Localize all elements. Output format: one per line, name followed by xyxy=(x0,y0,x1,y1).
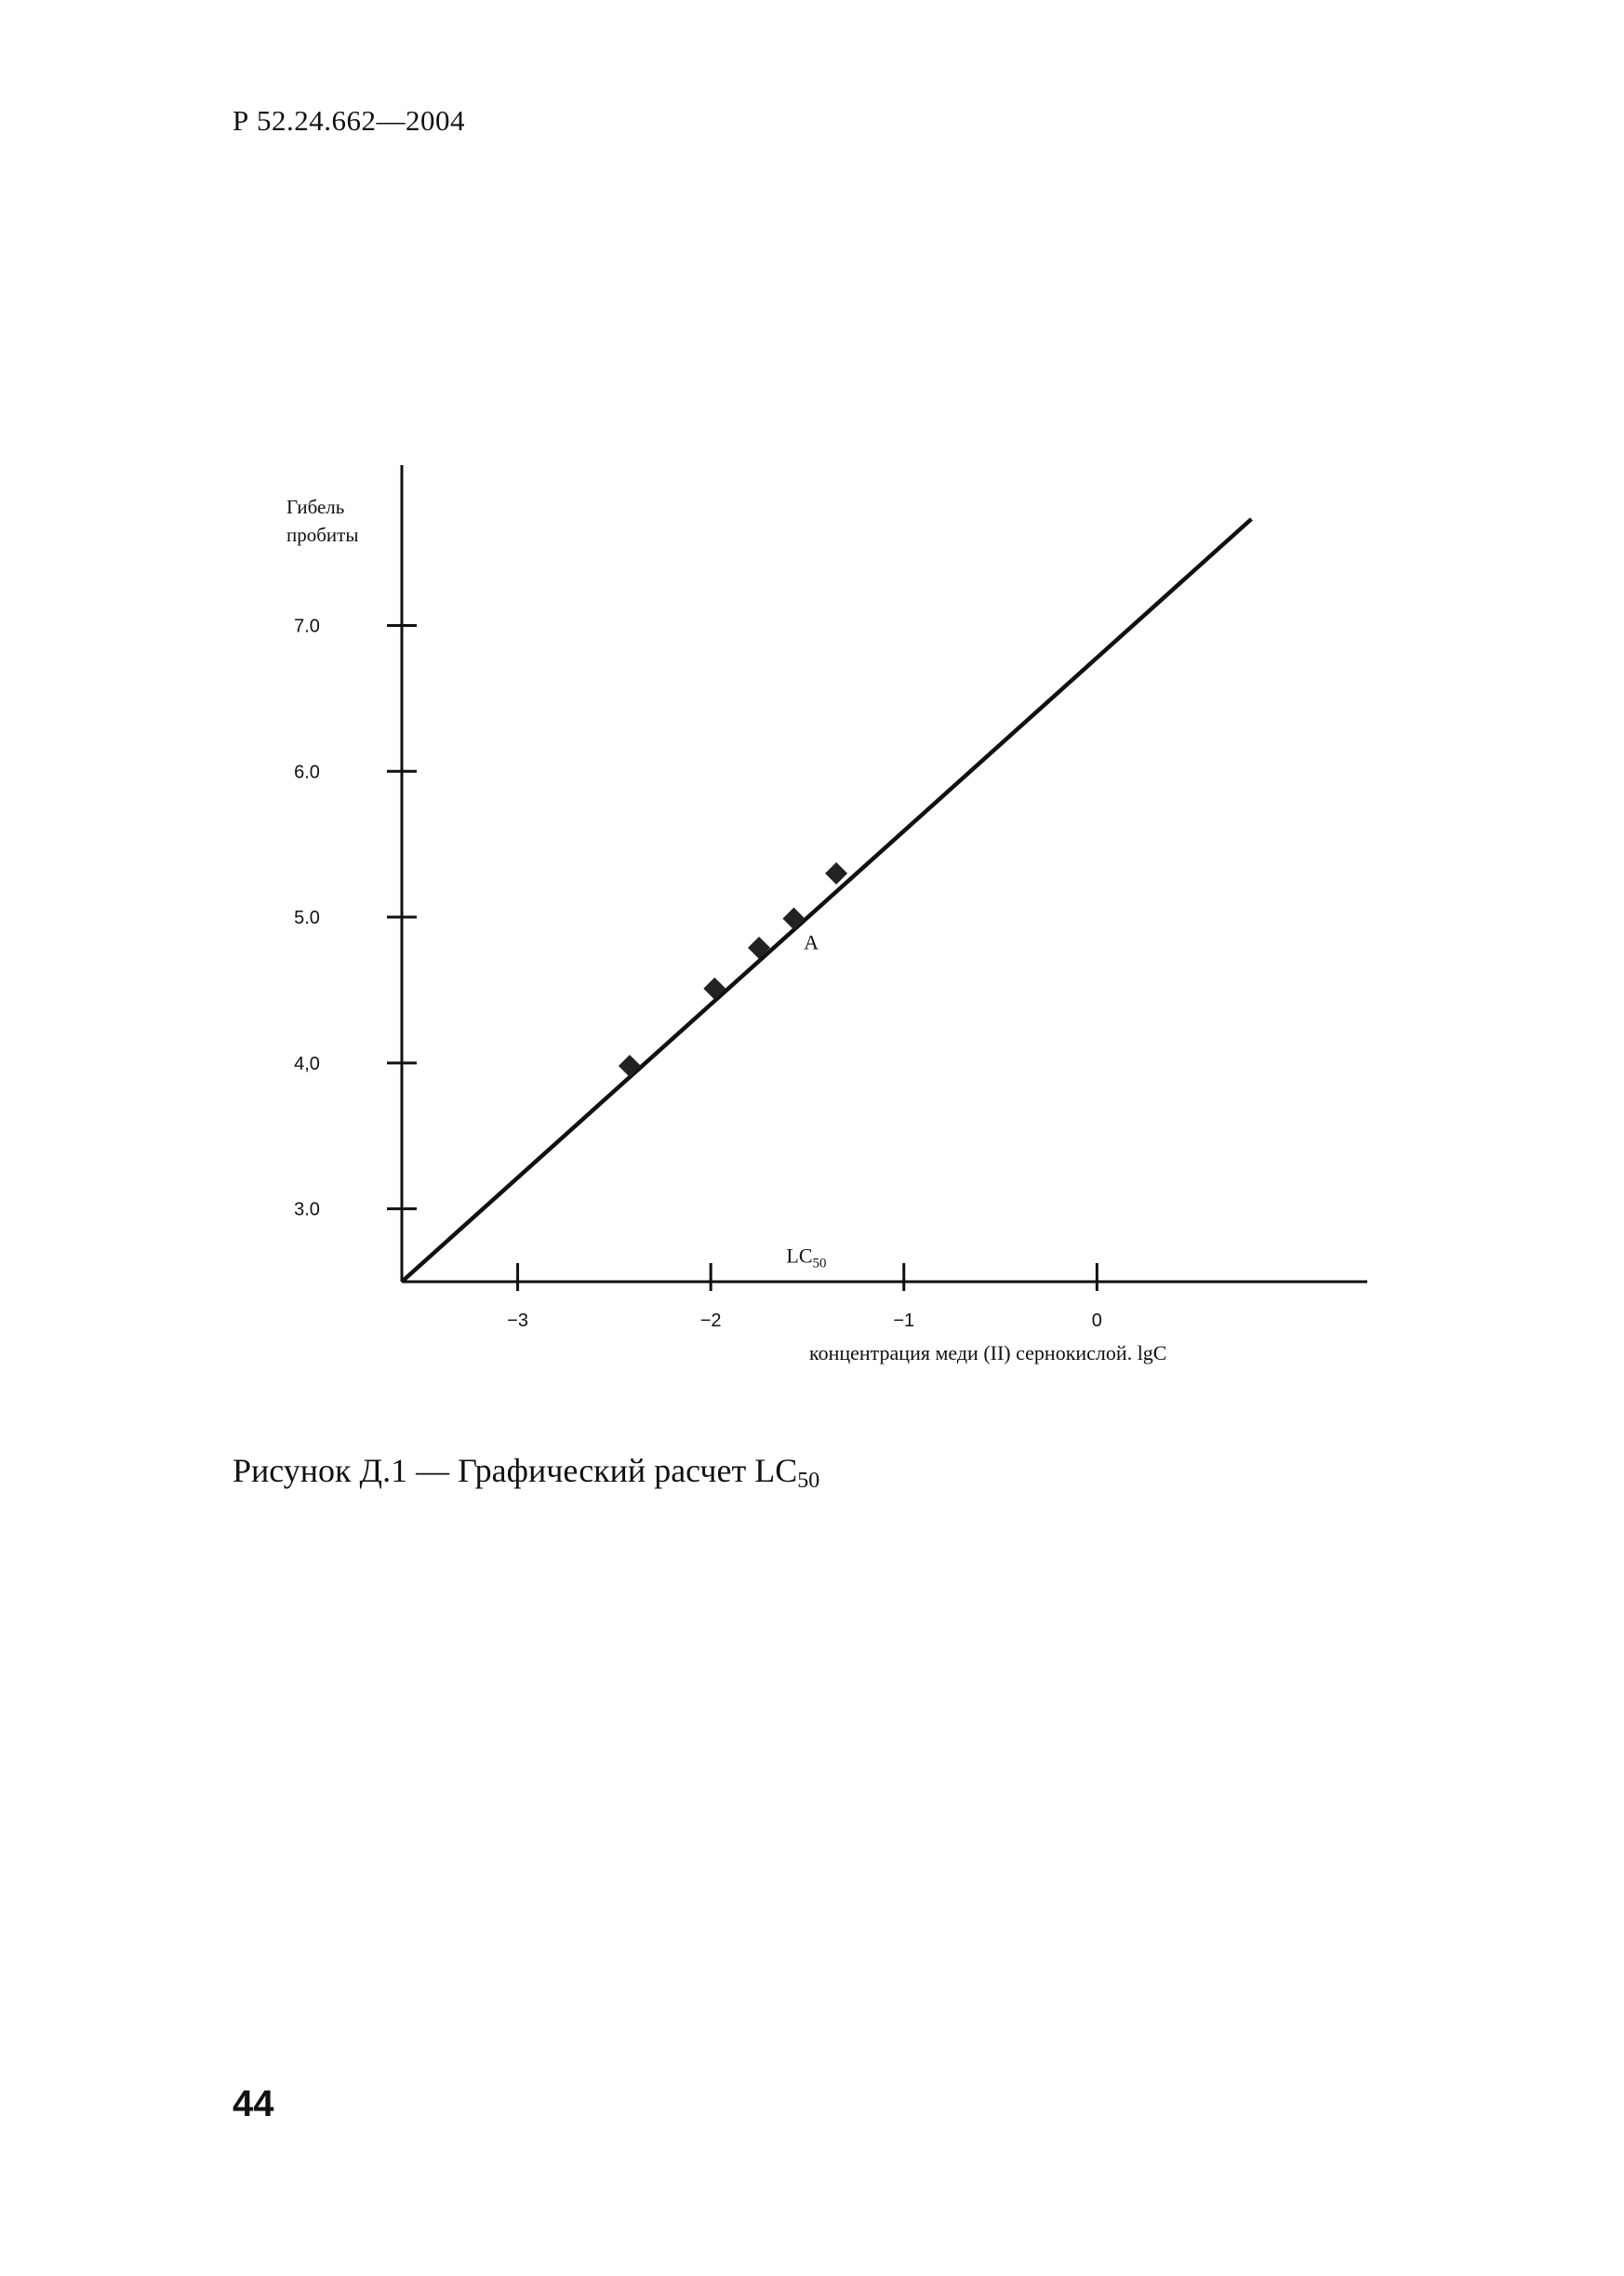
caption-subscript: 50 xyxy=(797,1469,820,1493)
x-tick-label: −1 xyxy=(893,1311,915,1331)
y-tick-label: 7.0 xyxy=(294,616,320,637)
data-point xyxy=(782,908,805,930)
data-point xyxy=(619,1055,641,1077)
data-point xyxy=(825,862,847,885)
figure-caption xyxy=(233,1451,819,1494)
y-tick-label: 6.0 xyxy=(294,762,320,783)
page-number: 44 xyxy=(233,2083,274,2124)
lc50-annotation xyxy=(786,1244,826,1271)
document-code: Р 52.24.662—2004 xyxy=(233,104,465,137)
point-annotation: A xyxy=(804,930,819,954)
regression-line xyxy=(402,519,1251,1282)
chart-labels xyxy=(286,496,1166,1364)
y-tick-label: 4,0 xyxy=(294,1053,320,1074)
caption-text: Рисунок Д.1 — Графический расчет LC xyxy=(233,1452,798,1489)
lc50-annotation-main: LC xyxy=(786,1244,813,1268)
y-tick-label: 3.0 xyxy=(294,1199,320,1220)
x-tick-label: −3 xyxy=(507,1311,528,1331)
data-points xyxy=(619,862,847,1077)
x-tick-label: 0 xyxy=(1091,1311,1102,1331)
x-axis-label: концентрация меди (II) сернокислой. lgC xyxy=(809,1341,1167,1364)
x-tick-label: −2 xyxy=(699,1311,722,1331)
chart-axes xyxy=(387,465,1367,1291)
regression-line-group xyxy=(402,519,1251,1282)
y-tick-label: 5.0 xyxy=(294,908,320,929)
y-axis-label: Гибель xyxy=(286,496,345,518)
y-axis-label: пробиты xyxy=(286,524,359,546)
lc50-annotation-subscript: 50 xyxy=(812,1256,827,1271)
